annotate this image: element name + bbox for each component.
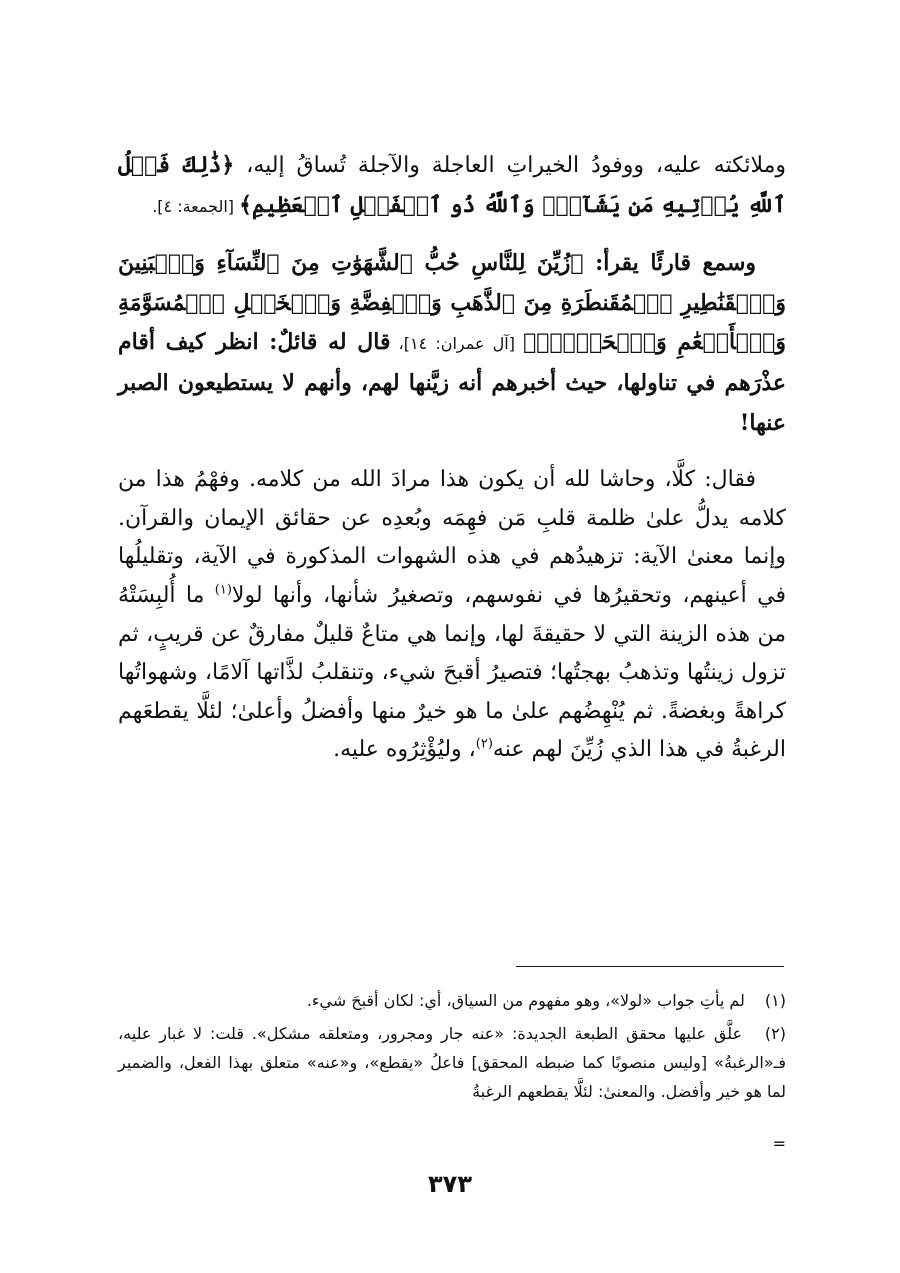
paragraph-2: [118, 244, 786, 443]
footnote-1-text: لم يأتِ جواب «لولا»، وهو مفهوم من السياق، أي: لكان أقبحَ شيء.: [306, 991, 745, 1010]
quran-verse-jumuah: ﴿ذَٰلِكَ فَضۡلُ ٱللَّهِ يُؤۡتِيهِ مَن يَشَآءُۚ وَٱللَّهُ ذُو ٱلۡفَضۡلِ ٱلۡعَظِيمِ﴾: [118, 152, 786, 218]
paragraph-1: [118, 146, 786, 226]
paragraph-1-lead: وملائكته عليه، ووفودُ الخيراتِ العاجلة والآجلة تُساقُ إليه،: [234, 153, 786, 178]
footnote-ref-2[interactable]: (٢): [475, 736, 493, 752]
footnote-2-text: علَّق عليها محقق الطبعة الجديدة: «عنه جار ومجرور، ومتعلقه مشكل». قلت: لا غبار عليه، فـ«الرغبةُ» [وليس منصوبًا كما ضبطه المحقق] فاعلُ «يقطع»، و«عنه» متعلق بهذا الفعل، والضمير لما هو خير وأفضل. والمعنىٰ: لئلَّا يقطعهم الرغبةُ: [118, 1024, 786, 1101]
paragraph-3-part-1: فقال: كلَّا، وحاشا لله أن يكون هذا مرادَ الله من كلامه. وفهْمُ هذا من كلامه يدلُّ علىٰ ظلمة قلبِ مَن فهِمَه وبُعدِه عن حقائق الإيمان والقرآن. وإنما معنىٰ الآية: تزهيدُهم في هذه الشهوات المذكورة في الآية، وتقليلُها في أعينهم، وتحقيرُها في نفوسهم، وتصغيرُ شأنها، وأنها لولا: [118, 467, 786, 608]
verse-reference-al-imran: [آل عمران: ١٤]،: [390, 334, 524, 354]
footnotes: [118, 986, 786, 1110]
page-number: ٣٧٣: [428, 1170, 472, 1198]
paragraph-3-part-2: ما أُلبِسَتْهُ من هذه الزينة التي لا حقيقةَ لها، وإنما هي متاعٌ قليلٌ مفارقٌ عن قريبٍ، ثم تزول زينتُها وتذهبُ بهجتُها؛ فتصيرُ أقبحَ شيء، وتنقلبُ لذَّاتها آلامًا، وشهواتُها كراهةً وبغضةً. ثم يُنْهِضُهم علىٰ ما هو خيرٌ منها وأفضلُ وأعلىٰ؛ لئلَّا يقطعَهم الرغبةُ في هذا الذي زُيِّنَ لهم عنه: [118, 582, 786, 763]
paragraph-3: [118, 461, 786, 770]
main-text: [118, 146, 786, 770]
footnote-2-number: (٢): [764, 1024, 786, 1043]
paragraph-2-lead: وسمع قارئًا يقرأ:: [583, 250, 756, 277]
paragraph-2-tail: قال له قائلٌ: انظر كيف أقام عذْرَهم في تناولها، حيث أخبرهم أنه زيَّنها لهم، وأنهم لا يستطيعون الصبر عنها!: [118, 329, 786, 436]
paragraph-3-part-3: ، وليُؤْثِرُوه عليه.: [333, 737, 476, 763]
footnote-separator: [516, 966, 784, 967]
footnote-ref-1[interactable]: (١): [214, 582, 232, 598]
footnote-1-number: (١): [764, 991, 786, 1010]
footnote-2: [118, 1019, 786, 1106]
footnote-1: [118, 986, 786, 1015]
footnote-continuation-mark: =: [772, 1134, 786, 1153]
verse-reference-jumuah: [الجمعة: ٤].: [152, 196, 240, 216]
quran-verse-al-imran: ﴿زُيِّنَ لِلنَّاسِ حُبُّ ٱلشَّهَوَٰتِ مِنَ ٱلنِّسَآءِ وَٱلۡبَنِينَ وَٱلۡقَنَٰطِيرِ ٱلۡمُقَنطَرَةِ مِنَ ٱلذَّهَبِ وَٱلۡفِضَّةِ وَٱلۡخَيۡلِ ٱلۡمُسَوَّمَةِ وَٱلۡأَنۡعَٰمِ وَٱلۡحَرۡثِۗ﴾: [118, 250, 786, 356]
